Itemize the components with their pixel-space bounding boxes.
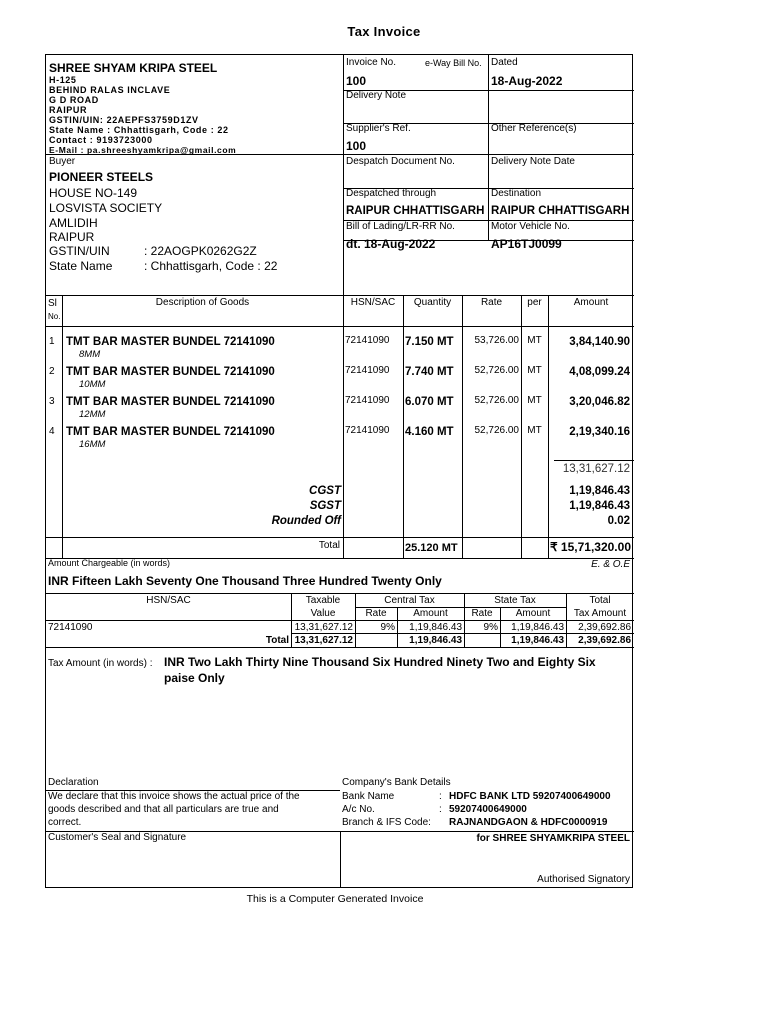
tax-col-c-rate: Rate — [365, 608, 387, 619]
row-hsn: 72141090 — [345, 335, 390, 346]
col-no: No. — [48, 312, 61, 321]
col-per: per — [527, 297, 542, 308]
row-sl: 2 — [49, 366, 55, 377]
branch-ifsc: RAJNANDGAON & HDFC0000919 — [449, 817, 608, 828]
buyer-line: HOUSE NO-149 — [49, 186, 138, 200]
tax-col-s-rate: Rate — [471, 608, 493, 619]
row-desc: TMT BAR MASTER BUNDEL 72141090 — [66, 426, 275, 438]
tax-total-label: Total — [265, 635, 289, 646]
tax-total-total: 2,39,692.86 — [578, 635, 631, 646]
sgst-amount: 1,19,846.43 — [569, 500, 630, 512]
invoice-no-label: Invoice No. — [346, 57, 397, 68]
bank-label: Company's Bank Details — [342, 777, 451, 788]
row-per: MT — [527, 335, 542, 346]
row-desc: TMT BAR MASTER BUNDEL 72141090 — [66, 366, 275, 378]
row-hsn: 72141090 — [345, 425, 390, 436]
bill-of-lading: dt. 18-Aug-2022 — [346, 237, 436, 251]
seller-line: H-125 — [49, 75, 77, 85]
col-rate: Rate — [480, 297, 503, 308]
buyer-line: LOSVISTA SOCIETY — [49, 201, 163, 215]
sgst-label: SGST — [309, 500, 341, 512]
col-hsn: HSN/SAC — [350, 297, 396, 308]
row-rate: 52,726.00 — [474, 365, 519, 376]
col-amount: Amount — [573, 297, 609, 308]
invoice-date: 18-Aug-2022 — [491, 74, 563, 88]
tax-row-c-amount: 1,19,846.43 — [409, 622, 462, 633]
authorised-signatory: Authorised Signatory — [537, 874, 630, 885]
seller-email: E-Mail : pa.shreeshyamkripa@gmail.com — [49, 145, 237, 155]
buyer-name: PIONEER STEELS — [49, 170, 154, 184]
cgst-amount: 1,19,846.43 — [569, 485, 630, 497]
row-qty: 4.160 MT — [405, 426, 454, 438]
motor-vehicle-label: Motor Vehicle No. — [491, 221, 570, 232]
row-size: 16MM — [79, 439, 106, 450]
row-desc: TMT BAR MASTER BUNDEL 72141090 — [66, 336, 275, 348]
col-divider — [403, 295, 404, 558]
row-qty: 7.150 MT — [405, 336, 454, 348]
seller-line: RAIPUR — [49, 105, 88, 115]
rule — [46, 647, 634, 648]
amount-in-words: INR Fifteen Lakh Seventy One Thousand Three Hundred Twenty Only — [48, 574, 442, 588]
row-hsn: 72141090 — [345, 395, 390, 406]
tax-total-s-amount: 1,19,846.43 — [511, 635, 564, 646]
grand-total: ₹ 15,71,320.00 — [549, 540, 631, 554]
total-quantity: 25.120 MT — [405, 542, 458, 554]
tax-col-taxable: Taxable — [305, 595, 341, 606]
motor-vehicle: AP16TJ0099 — [491, 237, 562, 251]
row-size: 8MM — [79, 349, 101, 360]
col-divider — [343, 295, 344, 558]
row-rate: 52,726.00 — [474, 395, 519, 406]
dated-label: Dated — [491, 57, 518, 68]
invoice-sheet — [45, 54, 633, 888]
row-per: MT — [527, 395, 542, 406]
row-qty: 6.070 MT — [405, 396, 454, 408]
tax-in-words-line2: paise Only — [164, 671, 225, 685]
col-divider — [62, 295, 63, 558]
tax-row-hsn: 72141090 — [48, 622, 93, 633]
rule — [343, 154, 634, 155]
row-desc: TMT BAR MASTER BUNDEL 72141090 — [66, 396, 275, 408]
row-per: MT — [527, 425, 542, 436]
declaration-line: goods described and that all particulars are true and — [48, 804, 279, 815]
other-ref-label: Other Reference(s) — [491, 123, 577, 134]
rule — [46, 295, 634, 296]
computer-generated-note: This is a Computer Generated Invoice — [246, 893, 424, 905]
despatched-through: RAIPUR CHHATTISGARH — [346, 205, 485, 217]
tax-col-state: State Tax — [494, 595, 536, 606]
subtotal-rule — [554, 460, 634, 461]
total-label: Total — [318, 540, 340, 551]
col-divider — [340, 831, 341, 888]
invoice-no: 100 — [346, 74, 367, 88]
buyer-label: Buyer — [49, 156, 76, 167]
seller-state: State Name : Chhattisgarh, Code : 22 — [49, 125, 229, 135]
row-amount: 3,84,140.90 — [569, 336, 630, 348]
tax-row-taxable: 13,31,627.12 — [294, 622, 353, 633]
row-size: 10MM — [79, 379, 106, 390]
seller-gstin: GSTIN/UIN: 22AEPFS3759D1ZV — [49, 115, 199, 125]
account-no-label: A/c No. — [342, 804, 375, 815]
seller-name: SHREE SHYAM KRIPA STEEL — [49, 61, 218, 75]
buyer-state-label: State Name — [49, 259, 113, 273]
row-per: MT — [527, 365, 542, 376]
row-hsn: 72141090 — [345, 365, 390, 376]
delivery-note-label: Delivery Note — [346, 90, 407, 101]
subtotal: 13,31,627.12 — [562, 463, 630, 475]
tax-words-label: Tax Amount (in words) : — [48, 658, 153, 669]
delivery-note-date-label: Delivery Note Date — [491, 156, 575, 167]
despatch-doc-label: Despatch Document No. — [346, 156, 455, 167]
tax-row-c-rate: 9% — [380, 622, 395, 633]
bank-name: HDFC BANK LTD 59207400649000 — [449, 791, 611, 802]
seller-line: G D ROAD — [49, 95, 99, 105]
rounded-amount: 0.02 — [607, 515, 630, 527]
bank-colon: : — [439, 791, 442, 802]
tax-total-c-amount: 1,19,846.43 — [409, 635, 462, 646]
account-no: 59207400649000 — [449, 804, 527, 815]
row-rate: 53,726.00 — [474, 335, 519, 346]
seller-contact: Contact : 9193723000 — [49, 135, 153, 145]
eway-label: e-Way Bill No. — [425, 58, 482, 68]
header-divider-right — [488, 55, 489, 240]
col-quantity: Quantity — [413, 297, 452, 308]
destination: RAIPUR CHHATTISGARH — [491, 205, 630, 217]
rule — [46, 593, 634, 594]
document-title: Tax Invoice — [347, 24, 421, 39]
cgst-label: CGST — [309, 485, 341, 497]
rounded-label: Rounded Off — [271, 515, 341, 527]
bank-name-label: Bank Name — [342, 791, 395, 802]
row-amount: 3,20,046.82 — [569, 396, 630, 408]
for-company: for SHREE SHYAMKRIPA STEEL — [476, 833, 630, 844]
col-description: Description of Goods — [155, 297, 250, 308]
declaration-line: We declare that this invoice shows the actual price of the — [48, 791, 300, 802]
header-divider — [343, 55, 344, 295]
buyer-line: RAIPUR — [49, 230, 95, 244]
declaration-line: correct. — [48, 817, 82, 828]
tax-row-total: 2,39,692.86 — [578, 622, 631, 633]
customer-seal-label: Customer's Seal and Signature — [48, 832, 187, 843]
amount-words-label: Amount Chargeable (in words) — [48, 558, 171, 568]
seller-line: BEHIND RALAS INCLAVE — [49, 85, 171, 95]
suppliers-ref: 100 — [346, 139, 367, 153]
tax-row-s-amount: 1,19,846.43 — [511, 622, 564, 633]
row-rate: 52,726.00 — [474, 425, 519, 436]
buyer-state: : Chhattisgarh, Code : 22 — [144, 259, 278, 273]
row-amount: 2,19,340.16 — [569, 426, 630, 438]
despatched-through-label: Despatched through — [346, 188, 437, 199]
row-sl: 1 — [49, 336, 55, 347]
tax-row-s-rate: 9% — [483, 622, 498, 633]
tax-col-s-amount: Amount — [515, 608, 551, 619]
bill-of-lading-label: Bill of Lading/LR-RR No. — [346, 221, 455, 232]
buyer-gstin: : 22AOGPK0262G2Z — [144, 244, 257, 258]
suppliers-ref-label: Supplier's Ref. — [346, 123, 411, 134]
col-sl: Sl — [48, 298, 57, 309]
buyer-gstin-label: GSTIN/UIN — [49, 244, 110, 258]
tax-col-total-2: Tax Amount — [573, 608, 627, 619]
rule — [46, 326, 634, 327]
tax-total-taxable: 13,31,627.12 — [294, 635, 353, 646]
row-qty: 7.740 MT — [405, 366, 454, 378]
rule — [46, 620, 634, 621]
eoe-note: E. & O.E — [591, 559, 630, 570]
row-sl: 4 — [49, 426, 55, 437]
row-size: 12MM — [79, 409, 106, 420]
tax-col-c-amount: Amount — [413, 608, 448, 619]
buyer-line: AMLIDIH — [49, 216, 98, 230]
rule — [291, 633, 634, 634]
tax-in-words-line1: INR Two Lakh Thirty Nine Thousand Six Hundred Ninety Two and Eighty Six — [164, 655, 596, 669]
rule — [46, 537, 634, 538]
destination-label: Destination — [491, 188, 542, 199]
row-amount: 4,08,099.24 — [569, 366, 630, 378]
tax-col-central: Central Tax — [384, 595, 435, 606]
tax-col-total: Total — [589, 595, 611, 606]
declaration-label: Declaration — [48, 777, 99, 788]
tax-col-taxable-2: Value — [310, 608, 336, 619]
branch-label: Branch & IFS Code: — [342, 817, 431, 828]
row-sl: 3 — [49, 396, 55, 407]
tax-col-hsn: HSN/SAC — [146, 595, 191, 606]
account-colon: : — [439, 804, 442, 815]
